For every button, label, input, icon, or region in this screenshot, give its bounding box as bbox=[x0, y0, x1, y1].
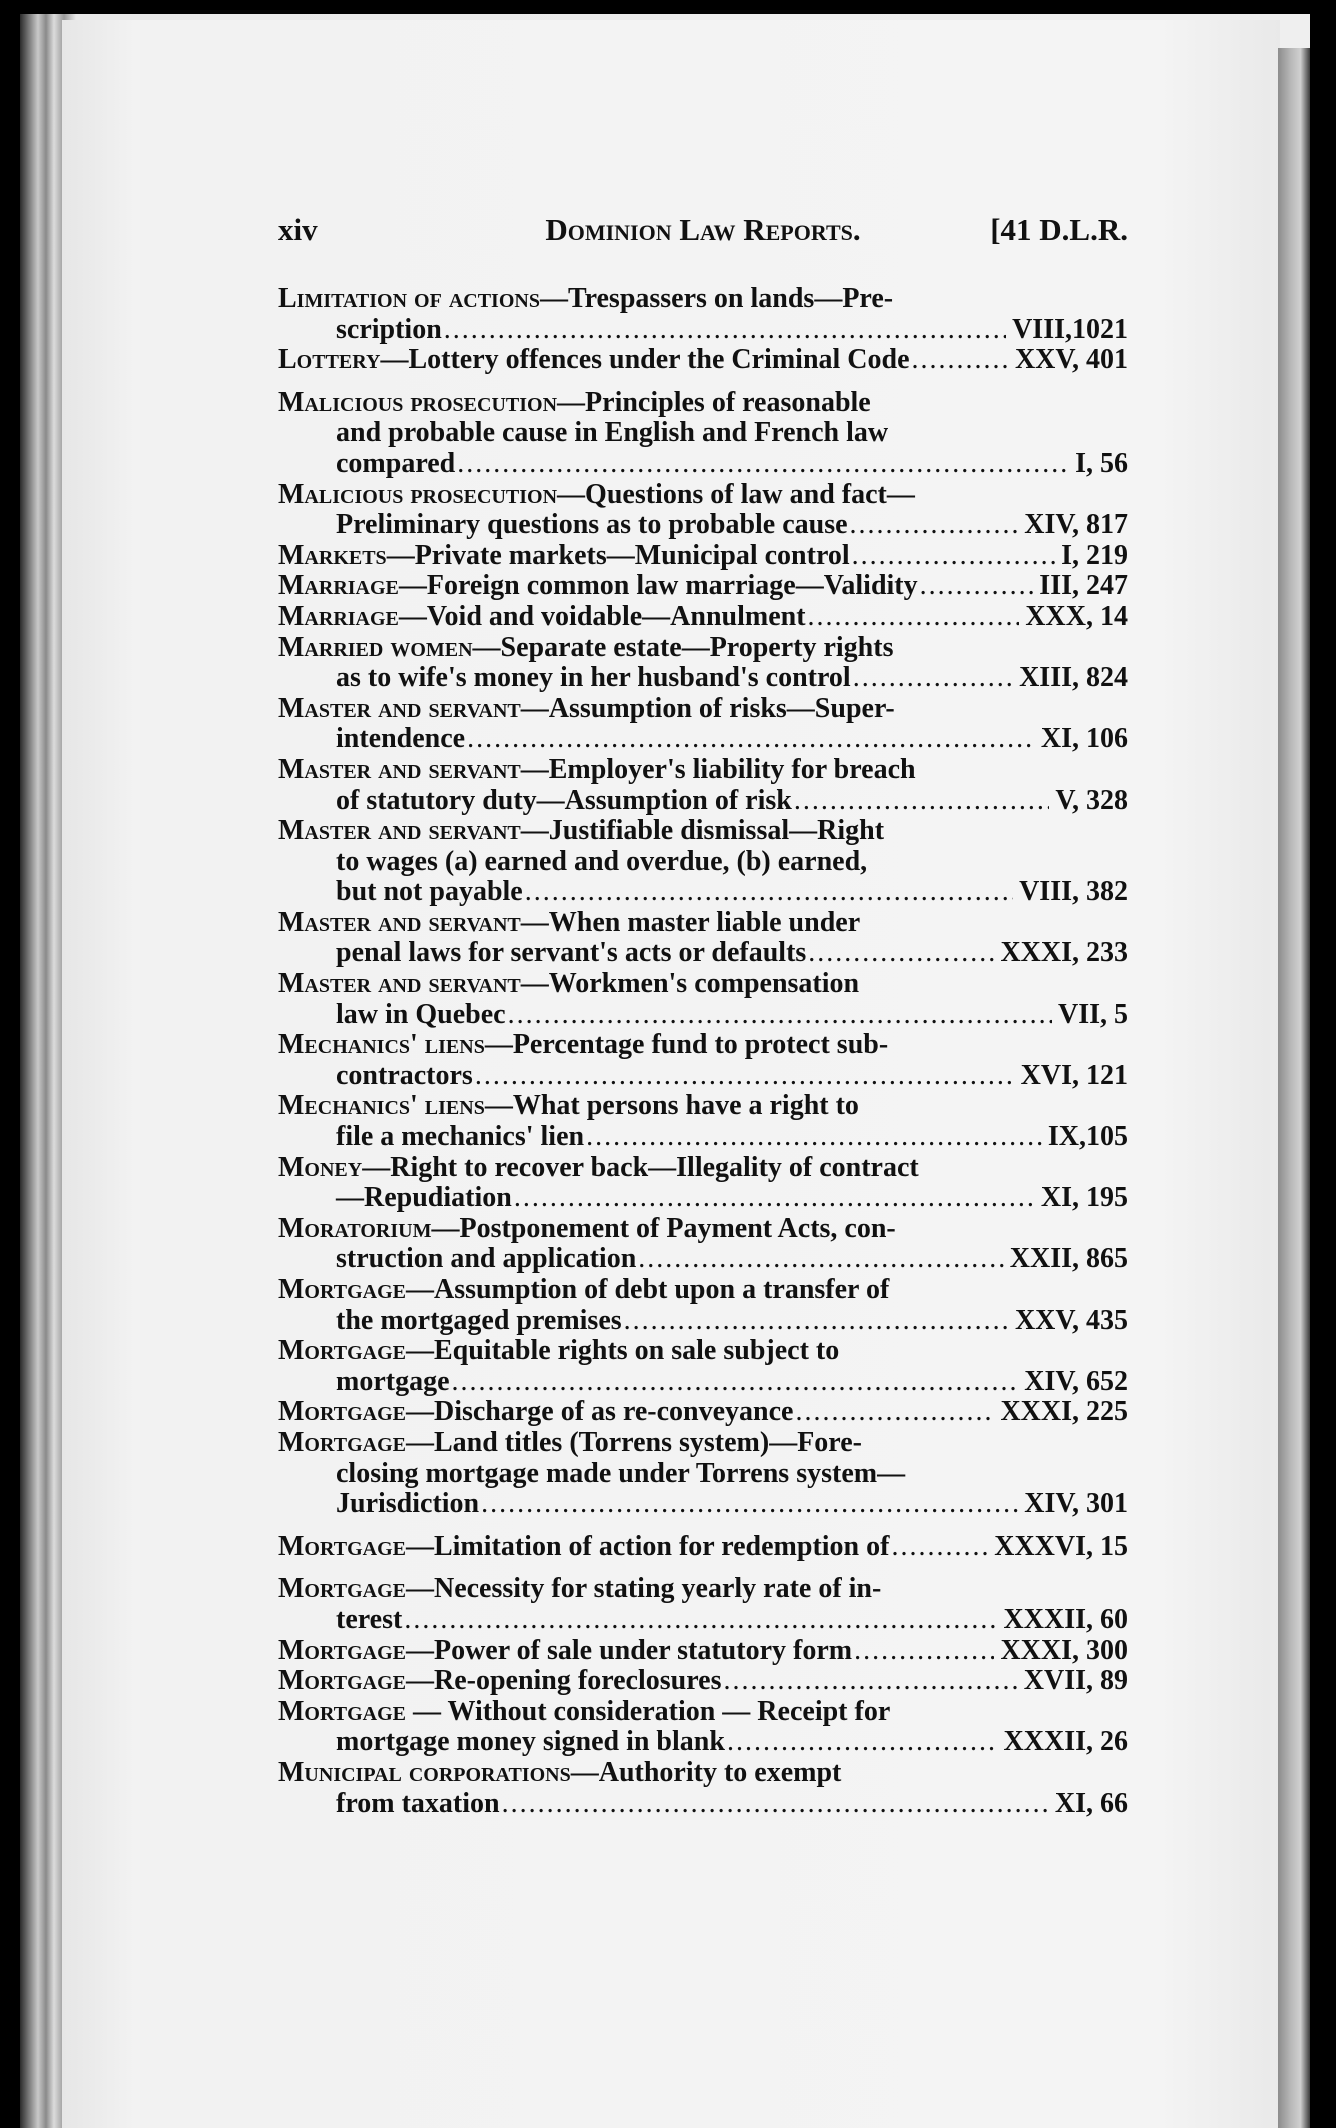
citation: III, 247 bbox=[1039, 570, 1128, 602]
entry-heading: Mortgage bbox=[278, 1634, 406, 1666]
entry-heading: Mortgage bbox=[278, 1336, 406, 1367]
entry-text: —Postponement of Payment Acts, con- bbox=[431, 1213, 896, 1244]
index-entry bbox=[278, 1214, 1128, 1275]
entry-final-line bbox=[278, 315, 1128, 346]
citation: XI, 195 bbox=[1040, 1182, 1128, 1214]
index-entry bbox=[278, 1153, 1128, 1214]
citation: V, 328 bbox=[1055, 784, 1128, 816]
entry-line bbox=[278, 969, 1128, 1000]
entry-text: —Authority to exempt bbox=[570, 1757, 842, 1788]
entry-line bbox=[278, 1697, 1128, 1728]
entry-text: —Lottery offences under the Criminal Code bbox=[380, 344, 910, 376]
index-entry bbox=[278, 602, 1128, 633]
index-entry bbox=[278, 541, 1128, 572]
entry-line bbox=[278, 1030, 1128, 1061]
entry-line bbox=[278, 1214, 1128, 1245]
citation: XVI, 121 bbox=[1020, 1059, 1128, 1091]
entry-final-line bbox=[278, 1000, 1128, 1031]
entry-text: —Workmen's compensation bbox=[520, 969, 860, 1000]
entry-final-line bbox=[278, 449, 1128, 480]
entry-line bbox=[278, 1091, 1128, 1122]
dot-leader bbox=[912, 345, 1009, 376]
index-entry bbox=[278, 816, 1128, 908]
dot-leader bbox=[727, 1727, 998, 1758]
dot-leader bbox=[525, 877, 1013, 908]
dot-leader bbox=[624, 1306, 1009, 1337]
index-entry bbox=[278, 1275, 1128, 1336]
index-entry bbox=[278, 1428, 1128, 1520]
citation: VII, 5 bbox=[1057, 998, 1128, 1030]
citation: I, 219 bbox=[1061, 539, 1128, 571]
entry-heading: Mortgage bbox=[278, 1275, 406, 1305]
entry-final-line bbox=[278, 602, 1128, 633]
entry-heading: Mortgage bbox=[278, 1427, 406, 1458]
entry-heading: Marriage bbox=[278, 600, 399, 632]
entry-text: —Repudiation bbox=[336, 1182, 512, 1214]
entry-line bbox=[278, 1459, 1128, 1490]
entry-heading: Money bbox=[278, 1152, 363, 1183]
citation: XXII, 865 bbox=[1009, 1243, 1128, 1275]
entry-line bbox=[278, 1574, 1128, 1605]
index-entry bbox=[278, 571, 1128, 602]
entry-final-line bbox=[278, 510, 1128, 541]
entry-final-line bbox=[278, 786, 1128, 817]
index-entry bbox=[278, 480, 1128, 541]
entry-heading: Mortgage bbox=[278, 1696, 406, 1727]
entry-text: —Power of sale under statutory form bbox=[405, 1634, 853, 1666]
citation: XXXVI, 15 bbox=[994, 1530, 1128, 1562]
dot-leader bbox=[502, 1789, 1049, 1820]
entry-text: law in Quebec bbox=[336, 998, 506, 1030]
index-entry bbox=[278, 1758, 1128, 1819]
volume-reference: [41 D.L.R. bbox=[990, 212, 1128, 247]
dot-leader bbox=[404, 1605, 997, 1636]
entry-line bbox=[278, 1275, 1128, 1306]
entry-line bbox=[278, 1428, 1128, 1459]
entry-heading: Master and servant bbox=[278, 907, 521, 938]
entry-text: — Without consideration — Receipt for bbox=[405, 1696, 891, 1727]
entry-final-line bbox=[278, 571, 1128, 602]
dot-leader bbox=[514, 1183, 1035, 1214]
entry-line bbox=[278, 1336, 1128, 1367]
dot-leader bbox=[475, 1061, 1015, 1092]
index-entry bbox=[278, 1397, 1128, 1428]
dot-leader bbox=[795, 1397, 994, 1428]
index-entry bbox=[278, 908, 1128, 969]
dot-leader bbox=[850, 510, 1019, 541]
entry-text: —Void and voidable—Annulment bbox=[398, 600, 806, 632]
citation: XXV, 401 bbox=[1014, 344, 1128, 376]
entry-text: —Equitable rights on sale subject to bbox=[405, 1336, 840, 1367]
entry-heading: Mechanics' liens bbox=[278, 1030, 485, 1061]
entry-line bbox=[278, 633, 1128, 664]
entry-heading: Moratorium bbox=[278, 1213, 432, 1244]
entry-final-line bbox=[278, 877, 1128, 908]
citation: XXXII, 60 bbox=[1003, 1603, 1128, 1635]
entry-text: intendence bbox=[336, 723, 466, 755]
dot-leader bbox=[638, 1244, 1003, 1275]
page-content bbox=[278, 212, 1128, 1819]
entry-text: mortgage money signed in blank bbox=[336, 1726, 725, 1758]
entry-text: —Assumption of debt upon a transfer of bbox=[405, 1275, 890, 1305]
entry-text: —Separate estate—Property rights bbox=[472, 632, 894, 663]
entry-heading: Mortgage bbox=[278, 1665, 406, 1697]
entry-text: mortgage bbox=[336, 1365, 450, 1397]
citation: I, 56 bbox=[1075, 447, 1128, 479]
dot-leader bbox=[853, 663, 1013, 694]
entry-final-line bbox=[278, 1183, 1128, 1214]
entry-final-line bbox=[278, 938, 1128, 969]
entry-final-line bbox=[278, 1605, 1128, 1636]
entry-heading: Master and servant bbox=[278, 754, 521, 785]
citation: XI, 106 bbox=[1040, 723, 1128, 755]
entry-text: —Land titles (Torrens system)—Fore- bbox=[405, 1427, 862, 1458]
entry-text: scription bbox=[336, 313, 442, 345]
entry-text: terest bbox=[336, 1603, 403, 1635]
entry-text: —Trespassers on lands—Pre- bbox=[539, 284, 894, 314]
entry-text: and probable cause in English and French law bbox=[336, 418, 889, 449]
entry-text: —Re-opening foreclosures bbox=[405, 1665, 722, 1697]
citation: XXV, 435 bbox=[1014, 1304, 1128, 1336]
entry-line bbox=[278, 816, 1128, 847]
page-number: xiv bbox=[278, 212, 318, 247]
citation: VIII,1021 bbox=[1012, 313, 1128, 345]
entry-final-line bbox=[278, 345, 1128, 376]
entry-line bbox=[278, 908, 1128, 939]
entry-text: —Discharge of as re-conveyance bbox=[405, 1396, 794, 1428]
entry-text: compared bbox=[336, 447, 456, 479]
entry-text: —What persons have a right to bbox=[484, 1091, 859, 1122]
entry-text: —Foreign common law marriage—Validity bbox=[398, 570, 918, 602]
entry-line bbox=[278, 1153, 1128, 1184]
index-entry bbox=[278, 1636, 1128, 1667]
citation: XXXI, 233 bbox=[1000, 937, 1128, 969]
citation: XI, 66 bbox=[1054, 1787, 1128, 1819]
entry-heading: Malicious prosecution bbox=[278, 479, 558, 510]
dot-leader bbox=[467, 724, 1035, 755]
index-entry bbox=[278, 1697, 1128, 1758]
entry-text: —Limitation of action for redemption of bbox=[405, 1530, 890, 1562]
entry-text: —Percentage fund to protect sub- bbox=[484, 1030, 889, 1061]
entry-heading: Lottery bbox=[278, 344, 381, 376]
index-entry bbox=[278, 1336, 1128, 1397]
index-entry bbox=[278, 388, 1128, 480]
dot-leader bbox=[808, 602, 1020, 633]
entry-line bbox=[278, 284, 1128, 315]
entry-heading: Marriage bbox=[278, 570, 399, 602]
dot-leader bbox=[808, 938, 994, 969]
index-entry bbox=[278, 1030, 1128, 1091]
index-entry bbox=[278, 633, 1128, 694]
publication-title: Dominion Law Reports. bbox=[545, 212, 861, 247]
entry-text: closing mortgage made under Torrens system— bbox=[336, 1458, 906, 1489]
entry-heading: Mortgage bbox=[278, 1574, 406, 1605]
entry-line bbox=[278, 1758, 1128, 1789]
index-entry bbox=[278, 1574, 1128, 1635]
entry-final-line bbox=[278, 1244, 1128, 1275]
entry-heading: Master and servant bbox=[278, 693, 521, 724]
entry-final-line bbox=[278, 1306, 1128, 1337]
dot-leader bbox=[457, 449, 1069, 480]
entry-heading: Mechanics' liens bbox=[278, 1091, 485, 1122]
entry-text: —Private markets—Municipal control bbox=[386, 539, 850, 571]
index-entries bbox=[278, 284, 1128, 1819]
entry-final-line bbox=[278, 1636, 1128, 1667]
dot-leader bbox=[854, 1636, 994, 1667]
citation: XIII, 824 bbox=[1019, 662, 1128, 694]
dot-leader bbox=[508, 1000, 1052, 1031]
entry-final-line bbox=[278, 724, 1128, 755]
index-entry bbox=[278, 694, 1128, 755]
index-entry bbox=[278, 969, 1128, 1030]
entry-line bbox=[278, 755, 1128, 786]
entry-text: but not payable bbox=[336, 876, 523, 908]
entry-final-line bbox=[278, 663, 1128, 694]
entry-text: penal laws for servant's acts or defaults bbox=[336, 937, 807, 969]
entry-heading: Mortgage bbox=[278, 1396, 406, 1428]
entry-heading: Master and servant bbox=[278, 816, 521, 847]
entry-heading: Mortgage bbox=[278, 1530, 406, 1562]
index-entry bbox=[278, 1091, 1128, 1152]
citation: XIV, 301 bbox=[1024, 1488, 1128, 1520]
entry-final-line bbox=[278, 1122, 1128, 1153]
entry-line bbox=[278, 480, 1128, 511]
dot-leader bbox=[444, 315, 1006, 346]
entry-final-line bbox=[278, 1666, 1128, 1697]
citation: XVII, 89 bbox=[1023, 1665, 1128, 1697]
entry-text: as to wife's money in her husband's control bbox=[336, 662, 851, 694]
binding-shadow bbox=[1278, 48, 1310, 2128]
dot-leader bbox=[852, 541, 1055, 572]
index-entry bbox=[278, 284, 1128, 345]
dot-leader bbox=[891, 1532, 988, 1563]
entry-text: —Justifiable dismissal—Right bbox=[520, 816, 885, 847]
entry-text: struction and application bbox=[336, 1243, 637, 1275]
entry-heading: Malicious prosecution bbox=[278, 387, 558, 418]
entry-final-line bbox=[278, 1489, 1128, 1520]
citation: XIV, 817 bbox=[1024, 509, 1128, 541]
entry-text: to wages (a) earned and overdue, (b) earned, bbox=[336, 846, 868, 877]
entry-heading: Limitation of actions bbox=[278, 284, 540, 314]
index-entry bbox=[278, 1666, 1128, 1697]
entry-text: —Employer's liability for breach bbox=[520, 754, 916, 785]
entry-line bbox=[278, 847, 1128, 878]
dot-leader bbox=[723, 1666, 1017, 1697]
citation: XXXI, 225 bbox=[1000, 1396, 1128, 1428]
entry-heading: Markets bbox=[278, 539, 387, 571]
index-entry bbox=[278, 345, 1128, 376]
dot-leader bbox=[920, 571, 1034, 602]
entry-final-line bbox=[278, 1727, 1128, 1758]
entry-heading: Municipal corporations bbox=[278, 1757, 571, 1788]
entry-line bbox=[278, 418, 1128, 449]
entry-text: the mortgaged premises bbox=[336, 1304, 622, 1336]
citation: XXXI, 300 bbox=[1000, 1634, 1128, 1666]
entry-text: —Principles of reasonable bbox=[557, 387, 871, 418]
entry-final-line bbox=[278, 1789, 1128, 1820]
citation: XXX, 14 bbox=[1025, 600, 1128, 632]
entry-text: —When master liable under bbox=[520, 907, 861, 938]
entry-text: —Necessity for stating yearly rate of in- bbox=[405, 1574, 882, 1605]
entry-text: Preliminary questions as to probable cause bbox=[336, 509, 848, 541]
entry-line bbox=[278, 388, 1128, 419]
citation: XXXII, 26 bbox=[1003, 1726, 1128, 1758]
entry-text: file a mechanics' lien bbox=[336, 1121, 585, 1153]
dot-leader bbox=[452, 1367, 1019, 1398]
running-head bbox=[278, 212, 1128, 252]
entry-text: —Right to recover back—Illegality of contract bbox=[362, 1152, 919, 1183]
entry-text: contractors bbox=[336, 1059, 473, 1091]
entry-heading: Master and servant bbox=[278, 969, 521, 1000]
entry-text: —Questions of law and fact— bbox=[557, 479, 915, 510]
entry-final-line bbox=[278, 1367, 1128, 1398]
citation: VIII, 382 bbox=[1019, 876, 1128, 908]
citation: IX,105 bbox=[1047, 1121, 1128, 1153]
entry-final-line bbox=[278, 1061, 1128, 1092]
entry-line bbox=[278, 694, 1128, 725]
entry-text: from taxation bbox=[336, 1787, 500, 1819]
entry-heading: Married women bbox=[278, 632, 473, 663]
entry-text: Jurisdiction bbox=[336, 1488, 480, 1520]
citation: XIV, 652 bbox=[1024, 1365, 1128, 1397]
index-entry bbox=[278, 1532, 1128, 1563]
entry-text: of statutory duty—Assumption of risk bbox=[336, 784, 792, 816]
dot-leader bbox=[481, 1489, 1018, 1520]
dot-leader bbox=[794, 786, 1050, 817]
entry-final-line bbox=[278, 1532, 1128, 1563]
entry-final-line bbox=[278, 1397, 1128, 1428]
entry-text: —Assumption of risks—Super- bbox=[520, 693, 895, 724]
entry-final-line bbox=[278, 541, 1128, 572]
index-entry bbox=[278, 755, 1128, 816]
dot-leader bbox=[586, 1122, 1042, 1153]
